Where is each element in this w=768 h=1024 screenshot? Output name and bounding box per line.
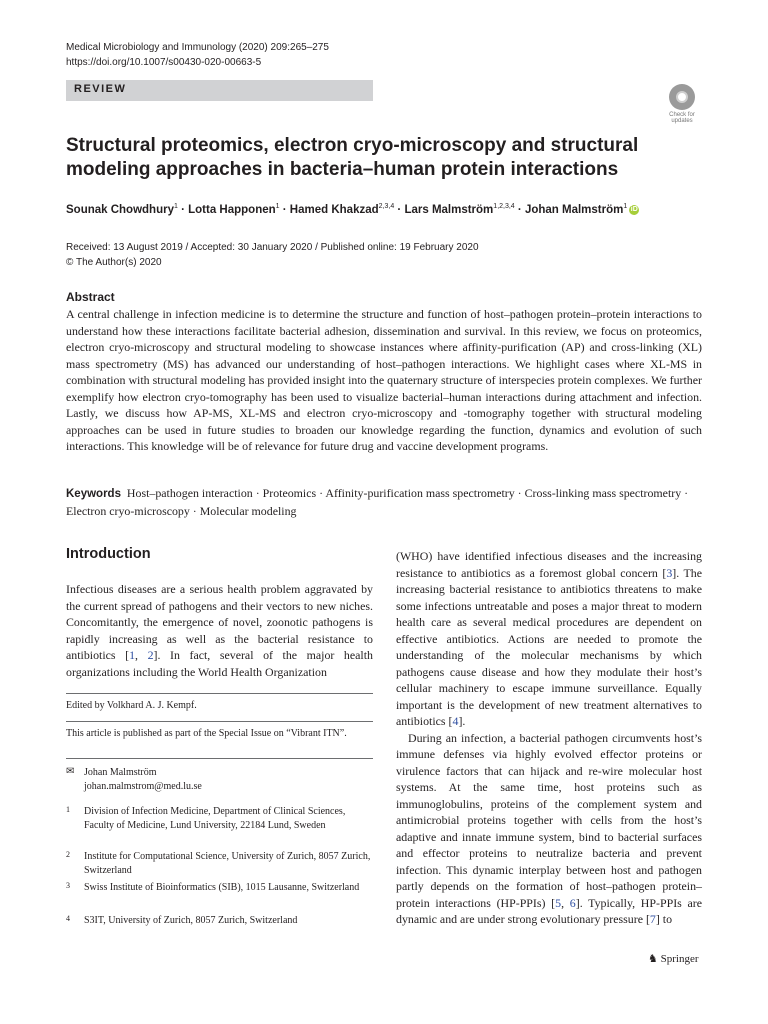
affiliation-number: 4 xyxy=(66,914,70,923)
text-run: During an infection, a bacterial pathogen circumvents host’s immune defenses via highly evolved effector proteins or virulence factors that can hijack and re-wire molecular host systems. At the same time, host proteins such as immunoglobulins, proteins of the complement system and antimicrobial proteins together with cells from the host’s adaptive and innate immune system, bind to bacterial surfaces and effector proteins to neutralize bacteria and prevent infection. This dynamic interplay between host and pathogen partly depends on the formation of host–pathogen protein–protein interactions (HP-PPIs) [ xyxy=(396,730,702,910)
citation-link[interactable]: 5 xyxy=(555,895,562,910)
check-for-updates-badge[interactable] xyxy=(662,84,702,124)
footnote-divider xyxy=(66,758,373,759)
author-affiliation: 2,3,4 xyxy=(378,203,395,210)
abstract-text: A central challenge in infection medicine is to determine the structure and function of host–pathogen protein–protein interactions to understand how these interactions facilitate bacterial adhesion, dissemination and survival. In this review, we focus on proteomics, electron cryo-microscopy and structural modeling to showcase instances where affinity-purification (AP) and cross-linking (XL) mass spectrometry (MS) has advanced our understanding of host–pathogen interactions. We highlight cases where XL-MS in combination with structural modeling has provided insight into the quaternary structure of interspecies protein complexes. We further exemplify how electron cryo-tomography has been used to visualize bacterial–human interactions during attachment and infection. Lastly, we discuss how AP-MS, XL-MS and electron cryo-microscopy and -tomography together with structural modeling approaches can be used in future studies to broaden our knowledge regarding the function, dynamics and evolution of such interactions. This knowledge will be of relevance for future drug and vaccine development programs. xyxy=(66,307,702,453)
corresponding-author xyxy=(66,766,373,796)
editor-note: Edited by Volkhard A. J. Kempf. xyxy=(66,700,197,711)
citation-link[interactable]: 2 xyxy=(147,648,154,662)
citation-link[interactable]: 7 xyxy=(649,912,656,926)
affiliation xyxy=(66,850,373,880)
text-run: , xyxy=(561,895,570,910)
affiliation-text: Institute for Computational Science, University of Zurich, 8057 Zurich, Switzerland xyxy=(84,851,371,876)
affiliation-text: Swiss Institute of Bioinformatics (SIB), 1015 Lausanne, Switzerland xyxy=(84,882,360,893)
text-run: Infectious diseases are a serious health problem aggravated by the current spread of pathogens and their vectors to new niches. Concomitantly, the emergence of novel, zoonotic pathogens is rapidly increasing as well as the bacterial resistance to antibiotics [ xyxy=(66,582,373,662)
author-affiliation: 1 xyxy=(623,203,628,210)
journal-citation: Medical Microbiology and Immunology (2020) 209:265–275 xyxy=(66,42,329,53)
abstract-heading: Abstract xyxy=(66,290,115,304)
doi-link[interactable]: https://doi.org/10.1007/s00430-020-00663-5 xyxy=(66,57,262,68)
affiliation xyxy=(66,914,373,930)
affiliation-number: 1 xyxy=(66,805,70,814)
author-name[interactable]: Lotta Happonen xyxy=(188,203,276,216)
springer-horse-icon: ♞ xyxy=(648,953,658,965)
text-run: (WHO) have identified infectious diseases and the increasing resistance to antibiotics as a foremost global concern [ xyxy=(396,549,702,580)
author-list: Sounak Chowdhury$^1$ · Lotta Happonen$^1$ · Hamed Khakzad$^{2,3,4}$ · Lars Malmström$^{1,2,3,4}$ · Johan Malmström$^1$ iD xyxy=(66,203,638,216)
badge-label: Check for updates xyxy=(669,112,695,124)
contact-email[interactable]: johan.malmstrom@med.lu.se xyxy=(84,781,202,792)
affiliation xyxy=(66,881,373,911)
publisher-name: Springer xyxy=(660,953,699,965)
affiliation-number: 2 xyxy=(66,850,70,859)
paragraph xyxy=(396,548,702,730)
copyright: © The Author(s) 2020 xyxy=(66,257,162,268)
orcid-icon[interactable]: iD xyxy=(630,205,638,213)
citation-link[interactable]: 6 xyxy=(569,895,576,910)
author-affiliation: 1,2,3,4 xyxy=(493,203,515,210)
text-run: ]. Typically, HP-PPIs are dynamic and are under strong evolutionary pressure [ xyxy=(396,895,703,926)
affiliation xyxy=(66,805,373,849)
text-run: , xyxy=(135,648,148,662)
special-issue-note: This article is published as part of the Special Issue on “Vibrant ITN”. xyxy=(66,728,347,739)
journal-header xyxy=(66,40,329,70)
envelope-icon: ✉ xyxy=(66,766,75,777)
history-dates: Received: 13 August 2019 / Accepted: 30 January 2020 / Published online: 19 February 2020 xyxy=(66,242,479,253)
affiliation-number: 3 xyxy=(66,881,70,890)
article-title: Structural proteomics, electron cryo-microscopy and structural modeling approaches in bacteria–human protein interactions xyxy=(66,135,639,180)
section-bar xyxy=(66,80,373,101)
author-name[interactable]: Johan Malmström xyxy=(524,203,624,216)
author-name[interactable]: Hamed Khakzad xyxy=(289,203,379,216)
footnote-divider xyxy=(66,693,373,694)
keywords-text: Host–pathogen interaction · Proteomics · Affinity-purification mass spectrometry · Cross-linking mass spectrometry · Electron cryo-microscopy · Molecular modeling xyxy=(66,486,689,518)
citation-link[interactable]: 1 xyxy=(129,648,136,662)
section-label: REVIEW xyxy=(74,83,127,95)
paragraph xyxy=(396,730,702,928)
intro-right-column xyxy=(396,548,702,928)
author-name[interactable]: Lars Malmström xyxy=(404,203,494,216)
footnote-divider xyxy=(66,721,373,722)
affiliation-text: S3IT, University of Zurich, 8057 Zurich, Switzerland xyxy=(84,915,298,926)
publisher-logo xyxy=(648,952,699,965)
citation-link[interactable]: 3 xyxy=(666,565,673,580)
author-affiliation: 1 xyxy=(275,203,280,210)
paragraph xyxy=(66,581,373,680)
affiliation-text: Division of Infection Medicine, Department of Clinical Sciences, Faculty of Medicine, Lund University, 22184 Lund, Sweden xyxy=(84,806,346,831)
text-run: ]. xyxy=(458,714,466,728)
introduction-heading: Introduction xyxy=(66,546,151,562)
keywords-heading: Keywords xyxy=(66,488,121,500)
author-name[interactable]: Sounak Chowdhury xyxy=(66,203,174,216)
text-run: ]. In fact, several of the major health organizations including the World Health Organization xyxy=(66,648,373,679)
intro-left-column xyxy=(66,581,373,680)
text-run: ] to xyxy=(655,912,673,926)
publication-dates xyxy=(66,240,479,270)
check-updates-icon xyxy=(669,84,695,110)
author-affiliation: 1 xyxy=(173,203,178,210)
keywords xyxy=(66,485,702,519)
citation-link[interactable]: 4 xyxy=(452,714,459,728)
contact-name: Johan Malmström xyxy=(84,767,157,778)
text-run: ]. The increasing bacterial resistance to antibiotics threatens to make some infections untreatable and poses a major threat to modern health care as several medical procedures are dependent on effective antibiotics. Actions are needed to promote the understanding of the molecular mechanisms by which pathogens cause disease and how they modulate their host’s cellular machinery to escape immune surveillance. Equally important is the development of new treatment alternatives to antibiotics [ xyxy=(396,565,702,728)
